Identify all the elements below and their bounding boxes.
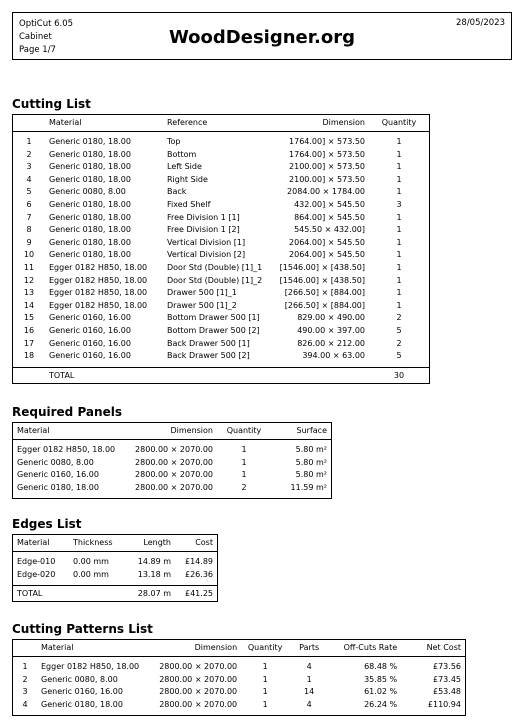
table-row xyxy=(13,312,429,325)
report-date: 28/05/2023 xyxy=(456,18,505,28)
table-cell: 1 xyxy=(396,137,402,146)
table-cell: 1 xyxy=(396,212,402,222)
required-panels-table xyxy=(13,423,331,498)
table-cell: 1 xyxy=(396,288,402,298)
table-cell: Generic 0180, 18.00 xyxy=(49,162,131,172)
table-cell: 1 xyxy=(396,300,402,310)
table-row xyxy=(13,699,465,712)
table-cell: Fixed Shelf xyxy=(167,199,211,209)
edges-list-title: Edges List xyxy=(12,517,82,531)
table-cell: 2084.00 × 1784.00 xyxy=(287,187,365,197)
table-cell: Generic 0080, 8.00 xyxy=(41,674,118,684)
table-cell: 3 xyxy=(396,199,402,209)
table-cell: 826.00 × 212.00 xyxy=(297,338,365,348)
table-row xyxy=(13,174,429,187)
col-surface: Surface xyxy=(271,423,331,440)
table-cell: 15 xyxy=(23,313,35,323)
table-row xyxy=(13,482,331,495)
table-cell: 864.00] × 545.50 xyxy=(294,212,365,222)
table-cell: Generic 0160, 16.00 xyxy=(49,351,131,361)
table-cell: 68.48 % xyxy=(364,662,398,671)
table-cell: Edge-020 xyxy=(17,569,56,579)
cutting-list-header xyxy=(13,115,429,132)
table-row xyxy=(13,300,429,313)
table-cell: 14 xyxy=(304,687,315,697)
table-cell: 1 xyxy=(22,662,28,671)
table-row xyxy=(13,212,429,225)
table-row xyxy=(13,350,429,363)
table-cell: [1546.00] × [438.50] xyxy=(279,262,365,272)
table-row xyxy=(13,275,429,288)
table-cell: 1 xyxy=(396,187,402,197)
page-number: Page 1/7 xyxy=(19,45,56,55)
cutting-patterns-header xyxy=(13,640,465,657)
table-cell: 5 xyxy=(26,187,32,197)
table-cell: Generic 0180, 18.00 xyxy=(49,149,131,159)
table-cell: Back Drawer 500 [2] xyxy=(167,351,250,361)
table-cell: 1 xyxy=(241,470,247,480)
required-panels-header xyxy=(13,423,331,440)
cutting-patterns-body xyxy=(13,657,465,716)
table-cell: 2800.00 × 2070.00 xyxy=(135,470,213,480)
table-cell: £110.94 xyxy=(427,699,461,709)
table-cell: Generic 0160, 16.00 xyxy=(17,470,99,480)
table-cell: £14.89 xyxy=(185,557,213,566)
col-cost: Cost xyxy=(175,535,217,552)
table-cell: Egger 0182 H850, 18.00 xyxy=(49,262,148,272)
table-cell: 2100.00] × 573.50 xyxy=(289,174,365,184)
table-cell: 1 xyxy=(396,237,402,247)
table-cell: 4 xyxy=(26,174,32,184)
required-panels-body xyxy=(13,440,331,499)
table-cell: 1 xyxy=(396,174,402,184)
table-cell: 1764.00] × 573.50 xyxy=(289,149,365,159)
table-cell: Top xyxy=(167,137,181,146)
table-cell: Generic 0180, 18.00 xyxy=(49,137,131,146)
table-cell: Bottom Drawer 500 [2] xyxy=(167,325,260,335)
edges-list-box xyxy=(12,534,218,602)
table-cell: 1 xyxy=(396,275,402,285)
table-row xyxy=(13,136,429,149)
table-cell: 1 xyxy=(306,674,312,684)
table-cell: £73.45 xyxy=(433,674,461,684)
table-row xyxy=(13,161,429,174)
table-cell: Generic 0180, 18.00 xyxy=(49,212,131,222)
table-row xyxy=(13,661,465,674)
col-material: Material xyxy=(13,535,69,552)
table-row xyxy=(13,457,331,470)
table-cell: Right Side xyxy=(167,174,208,184)
table-cell: 1 xyxy=(241,445,247,454)
edges-total-row xyxy=(13,586,217,602)
required-panels-box xyxy=(12,422,332,499)
table-cell: Egger 0182 H850, 18.00 xyxy=(17,445,116,454)
table-cell: [266.50] × [884.00] xyxy=(284,288,365,298)
table-cell: Generic 0160, 16.00 xyxy=(49,313,131,323)
table-cell: Generic 0080, 8.00 xyxy=(17,457,94,467)
table-cell: 7 xyxy=(26,212,32,222)
table-cell: 3 xyxy=(26,162,32,172)
table-cell: 2 xyxy=(396,338,402,348)
table-cell: 3 xyxy=(22,687,28,697)
table-cell: 0.00 mm xyxy=(73,569,109,579)
col-dimension: Dimension xyxy=(273,115,369,132)
table-cell: 5.80 m² xyxy=(295,457,327,467)
table-cell: 2800.00 × 2070.00 xyxy=(135,445,213,454)
col-dimension: Dimension xyxy=(131,423,217,440)
table-cell: Generic 0180, 18.00 xyxy=(49,199,131,209)
table-cell: 13 xyxy=(23,288,35,298)
table-cell: 1 xyxy=(396,149,402,159)
table-row xyxy=(13,556,217,569)
col-offcuts-rate: Off-Cuts Rate xyxy=(329,640,401,657)
table-cell: 14.89 m xyxy=(137,557,171,566)
table-cell: £73.56 xyxy=(433,662,461,671)
table-cell: [1546.00] × [438.50] xyxy=(279,275,365,285)
col-thickness: Thickness xyxy=(69,535,121,552)
table-row xyxy=(13,674,465,687)
table-cell: 17 xyxy=(23,338,35,348)
table-cell: 13.18 m xyxy=(137,569,171,579)
total-quantity: 30 xyxy=(369,367,429,383)
project-name: Cabinet xyxy=(19,32,52,42)
table-cell: Back Drawer 500 [1] xyxy=(167,338,250,348)
table-cell: 10 xyxy=(23,250,35,260)
table-cell: Generic 0180, 18.00 xyxy=(49,250,131,260)
edges-total-length: 28.07 m xyxy=(121,586,175,602)
table-cell: Egger 0182 H850, 18.00 xyxy=(49,288,148,298)
table-row xyxy=(13,199,429,212)
edges-total-label: TOTAL xyxy=(13,586,69,602)
table-cell: 545.50 × 432.00] xyxy=(294,225,365,235)
cutting-patterns-box xyxy=(12,639,466,716)
table-cell: Vertical Division [2] xyxy=(167,250,246,260)
cutting-list-title: Cutting List xyxy=(12,97,91,111)
table-cell: Free Division 1 [2] xyxy=(167,225,240,235)
table-cell: Left Side xyxy=(167,162,202,172)
cutting-list-body xyxy=(13,132,429,368)
table-cell: 4 xyxy=(306,662,312,671)
table-cell: 2 xyxy=(241,482,247,492)
table-cell: 1 xyxy=(396,262,402,272)
table-cell: 5.80 m² xyxy=(295,445,327,454)
table-cell: Generic 0160, 16.00 xyxy=(49,325,131,335)
col-material: Material xyxy=(45,115,163,132)
table-cell: 6 xyxy=(26,199,32,209)
table-cell: Generic 0080, 8.00 xyxy=(49,187,126,197)
table-cell: Generic 0180, 18.00 xyxy=(49,225,131,235)
table-cell: 1 xyxy=(262,687,268,697)
col-dimension: Dimension xyxy=(143,640,241,657)
col-parts: Parts xyxy=(289,640,329,657)
table-cell: 1764.00] × 573.50 xyxy=(289,137,365,146)
table-cell: Drawer 500 [1]_2 xyxy=(167,300,237,310)
table-cell: Back xyxy=(167,187,187,197)
edges-list-table xyxy=(13,535,217,601)
table-row xyxy=(13,186,429,199)
table-cell: 9 xyxy=(26,237,32,247)
col-net-cost: Net Cost xyxy=(401,640,465,657)
table-row xyxy=(13,325,429,338)
table-cell: Egger 0182 H850, 18.00 xyxy=(41,662,140,671)
table-cell: 12 xyxy=(23,275,35,285)
table-cell: 2 xyxy=(22,674,28,684)
table-cell: 2800.00 × 2070.00 xyxy=(159,662,238,671)
table-cell: £26.36 xyxy=(185,569,213,579)
table-cell: 2800.00 × 2070.00 xyxy=(159,674,238,684)
col-material: Material xyxy=(37,640,143,657)
table-row xyxy=(13,444,331,457)
table-cell: 2100.00] × 573.50 xyxy=(289,162,365,172)
table-cell: 2064.00] × 545.50 xyxy=(289,237,365,247)
table-row xyxy=(13,469,331,482)
table-cell: 2800.00 × 2070.00 xyxy=(135,482,213,492)
table-cell: Generic 0180, 18.00 xyxy=(49,174,131,184)
table-cell: 5 xyxy=(396,351,402,361)
table-cell: 829.00 × 490.00 xyxy=(297,313,365,323)
table-cell: 1 xyxy=(262,699,268,709)
table-cell: 2 xyxy=(396,313,402,323)
table-cell: 5 xyxy=(396,325,402,335)
col-material: Material xyxy=(13,423,131,440)
col-reference: Reference xyxy=(163,115,273,132)
table-cell: 5.80 m² xyxy=(295,470,327,480)
table-cell: 490.00 × 397.00 xyxy=(297,325,365,335)
total-label: TOTAL xyxy=(45,367,163,383)
table-cell: 4 xyxy=(306,699,312,709)
table-cell: 1 xyxy=(396,250,402,260)
table-cell: 26.24 % xyxy=(364,699,398,709)
table-cell: Generic 0180, 18.00 xyxy=(17,482,99,492)
cutting-list-box xyxy=(12,114,430,384)
table-cell: Door Std (Double) [1]_1 xyxy=(167,262,263,272)
table-cell: 1 xyxy=(262,662,268,671)
edges-total-cost: £41.25 xyxy=(175,586,217,602)
table-cell: 2800.00 × 2070.00 xyxy=(159,699,238,709)
col-quantity: Quantity xyxy=(217,423,271,440)
cutting-list-table xyxy=(13,115,429,383)
edges-list-body xyxy=(13,552,217,586)
table-cell: Door Std (Double) [1]_2 xyxy=(167,275,263,285)
table-cell: 4 xyxy=(22,699,28,709)
table-cell: 61.02 % xyxy=(364,687,398,697)
page-header xyxy=(12,12,512,60)
table-cell: Egger 0182 H850, 18.00 xyxy=(49,275,148,285)
table-cell: 2800.00 × 2070.00 xyxy=(135,457,213,467)
table-cell: 432.00] × 545.50 xyxy=(294,199,365,209)
table-row xyxy=(13,569,217,582)
table-cell: 1 xyxy=(396,162,402,172)
table-cell: Generic 0160, 16.00 xyxy=(41,687,123,697)
table-cell: 8 xyxy=(26,225,32,235)
table-cell: 2064.00] × 545.50 xyxy=(289,250,365,260)
table-row xyxy=(13,249,429,262)
table-cell: £53.48 xyxy=(433,687,461,697)
table-cell: 35.85 % xyxy=(364,674,398,684)
table-row xyxy=(13,149,429,162)
cutting-patterns-table xyxy=(13,640,465,715)
col-length: Length xyxy=(121,535,175,552)
edges-list-header xyxy=(13,535,217,552)
table-cell: Egger 0182 H850, 18.00 xyxy=(49,300,148,310)
table-cell: 1 xyxy=(241,457,247,467)
table-cell: 1 xyxy=(262,674,268,684)
col-quantity: Quantity xyxy=(241,640,289,657)
table-cell: 394.00 × 63.00 xyxy=(302,351,365,361)
table-row xyxy=(13,338,429,351)
cutting-patterns-title: Cutting Patterns List xyxy=(12,622,153,636)
table-cell: 11 xyxy=(23,262,35,272)
table-cell: Bottom Drawer 500 [1] xyxy=(167,313,260,323)
table-cell: Vertical Division [1] xyxy=(167,237,246,247)
table-cell: 1 xyxy=(396,225,402,235)
table-cell: 0.00 mm xyxy=(73,557,109,566)
required-panels-title: Required Panels xyxy=(12,405,122,419)
table-row xyxy=(13,224,429,237)
table-cell: Free Division 1 [1] xyxy=(167,212,240,222)
table-cell: Edge-010 xyxy=(17,557,56,566)
table-cell: 2 xyxy=(26,149,32,159)
app-name: OptiCut 6.05 xyxy=(19,19,74,29)
table-cell: Generic 0180, 18.00 xyxy=(49,237,131,247)
table-cell: 16 xyxy=(23,325,35,335)
table-cell: 1 xyxy=(26,137,32,146)
table-row xyxy=(13,237,429,250)
cutting-list-total-row xyxy=(13,367,429,383)
table-cell: 11.59 m² xyxy=(290,482,327,492)
table-cell: Generic 0160, 16.00 xyxy=(49,338,131,348)
col-quantity: Quantity xyxy=(369,115,429,132)
table-cell: 14 xyxy=(23,300,35,310)
table-cell: [266.50] × [884.00] xyxy=(284,300,365,310)
site-title: WoodDesigner.org xyxy=(168,27,356,48)
table-cell: 2800.00 × 2070.00 xyxy=(159,687,238,697)
table-cell: Bottom xyxy=(167,149,197,159)
table-cell: Generic 0180, 18.00 xyxy=(41,699,123,709)
table-row xyxy=(13,262,429,275)
table-cell: 18 xyxy=(23,351,35,361)
table-cell: Drawer 500 [1]_1 xyxy=(167,288,237,298)
table-row xyxy=(13,287,429,300)
table-row xyxy=(13,686,465,699)
